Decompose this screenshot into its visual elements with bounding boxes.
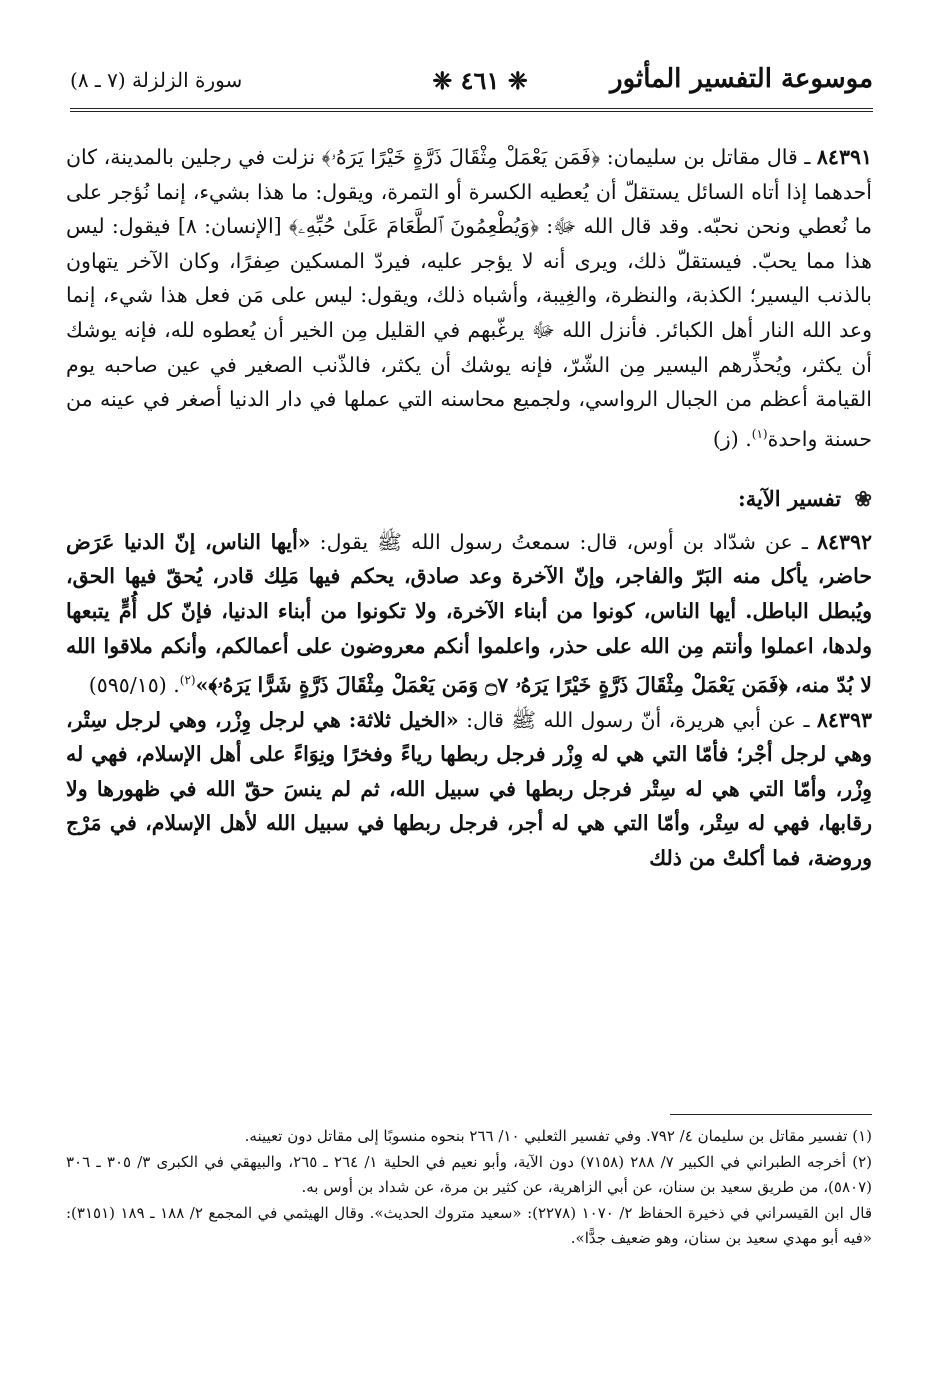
footnote-divider	[670, 1114, 872, 1115]
main-content	[66, 140, 872, 876]
page-number-container	[370, 66, 590, 95]
footnote-2: (٢) أخرجه الطبراني في الكبير ٧/ ٢٨٨ (٧١٥٨) دون الآية، وأبو نعيم في الحلية ١/ ٢٦٤ ـ ٢٦٥، والبيهقي في الكبرى ٣/ ٣٠٥ ـ ٣٠٦ (٥٨٠٧)، من طريق سعيد بن سنان، عن أبي الزاهرية، عن كثير بن مرة، عن شداد بن أوس به.	[66, 1152, 873, 1196]
ornament-icon: ❈	[507, 66, 528, 95]
entry-number: ٨٤٣٩٣	[816, 707, 872, 732]
entry-intro: ـ عن أبي هريرة، أنّ رسول الله ﷺ قال:	[466, 707, 810, 732]
ornament-icon: ❈	[432, 66, 453, 95]
footnote-marker: (١)	[751, 426, 768, 441]
header-divider	[70, 108, 873, 112]
paragraph-84392	[66, 525, 872, 703]
paragraph-84391	[66, 140, 872, 456]
page-number: ٤٦١	[460, 66, 500, 95]
footnote-2-continued: قال ابن القيسراني في ذخيرة الحفاظ ٢/ ١٠٧٠ (٢٢٧٨): «سعيد متروك الحديث». وقال الهيثمي في المجمع ٢/ ١٨٨ ـ ١٨٩ (٣١٥١): «فيه أبو مهدي سعيد بن سنان، وهو ضعيف جدًّا».	[66, 1203, 872, 1247]
footnote-marker: (٢)	[179, 673, 196, 688]
entry-number: ٨٤٣٩١	[816, 145, 872, 169]
entry-text: ـ قال مقاتل بن سليمان: ﴿فَمَن يَعْمَلْ مِثْقَالَ ذَرَّةٍ خَيْرًا يَرَهُۥ﴾ نزلت في رجلين بالمدينة، كان أحدهما إذا أتاه السائل يستقلّ أن يُعطيه الكسرة أو التمرة، ويقول: ما هذا بشيء، إنما نُؤجر على ما نُعطي ونحن نحبّه. وقد قال الله ﷻ: ﴿وَيُطْعِمُونَ ٱلطَّعَامَ عَلَىٰ حُبِّهِۦ﴾ [الإنسان: ٨] فيقول: ليس هذا مما يحبّ. فيستقلّ ذلك، ويرى أنه لا يؤجر عليه، فيردّ المسكين صِفرًا، وكان الآخر يتهاون بالذنب اليسير؛ الكذبة، والنظرة، والغِيبة، وأشباه ذلك، ويقول: ليس على مَن فعل هذا شيء، إنما وعد الله النار أهل الكبائر. فأنزل الله ﷻ يرغّبهم في القليل مِن الخير أن يُعطوه لله، فإنه يوشك أن يكثر، ويُحذِّرهم اليسير مِن الشّرّ، فإنه يوشك أن يكثر، فالذّنب الصغير في عين صاحبه يوم القيامة أعظم من الجبال الرواسي، ولجميع محاسنه التي عملها في دار الدنيا أصغر في عينه من حسنة واحدة	[66, 145, 872, 451]
hadith-text: «الخيل ثلاثة: هي لرجل وِزْر، وهي لرجل سِتْر، وهي لرجل أجْر؛ فأمّا التي هي له وِزْر فرجل ربطها رياءً وفخرًا ونِوَاءً على أهل الإسلام، فهي له وِزْر، وأمّا التي هي له سِتْر فرجل ربطها في سبيل الله، ثم لم ينسَ حقّ الله في ظهورها ولا رقابها، فهي له سِتْر، وأمّا التي هي له أجر، فرجل ربطها في سبيل الله لأهل الإسلام، في مَرْج وروضة، فما أكلتْ من ذلك	[66, 707, 872, 870]
entry-intro: ـ عن شدّاد بن أوس، قال: سمعتُ رسول الله ﷺ يقول:	[319, 529, 808, 554]
paragraph-84393	[66, 703, 872, 876]
surah-name: سورة الزلزلة (٧ ـ ٨)	[70, 68, 243, 92]
hadith-text: «أيها الناس، إنّ الدنيا عَرَض حاضر، يأكل منه البَرّ والفاجر، وإنّ الآخرة وعد صادق، يحكم فيها مَلِك قادر، يُحقّ فيها الحق، ويُبطل الباطل. أيها الناس، كونوا من أبناء الآخرة، ولا تكونوا من أبناء الدنيا، فإنّ كل أُمٍّ يتبعها ولدها، اعملوا وأنتم مِن الله على حذر، واعلموا أنكم معروضون على أعمالكم، وأنكم ملاقوا الله لا بُدّ منه، ﴿فَمَن يَعْمَلْ مِثْقَالَ ذَرَّةٍ خَيْرًا يَرَهُۥ ۝٧ وَمَن يَعْمَلْ مِثْقَالَ ذَرَّةٍ شَرًّا يَرَهُۥ﴾»	[66, 529, 872, 697]
flower-icon: ❀	[854, 486, 872, 512]
page-header	[70, 58, 873, 112]
entry-tail: . (ز)	[712, 426, 752, 451]
entry-number: ٨٤٣٩٢	[816, 529, 872, 554]
section-heading	[66, 482, 872, 517]
footnotes	[66, 1124, 872, 1252]
book-title: موسوعة التفسير المأثور	[610, 64, 873, 94]
section-title: تفسير الآية:	[737, 486, 842, 512]
footnote-1: (١) تفسير مقاتل بن سليمان ٤/ ٧٩٢. وفي تفسير الثعلبي ١٠/ ٢٦٦ بنحوه منسوبًا إلى مقاتل دون تعيينه.	[244, 1127, 872, 1145]
entry-tail: . (٥٩٥/١٥)	[88, 672, 180, 697]
